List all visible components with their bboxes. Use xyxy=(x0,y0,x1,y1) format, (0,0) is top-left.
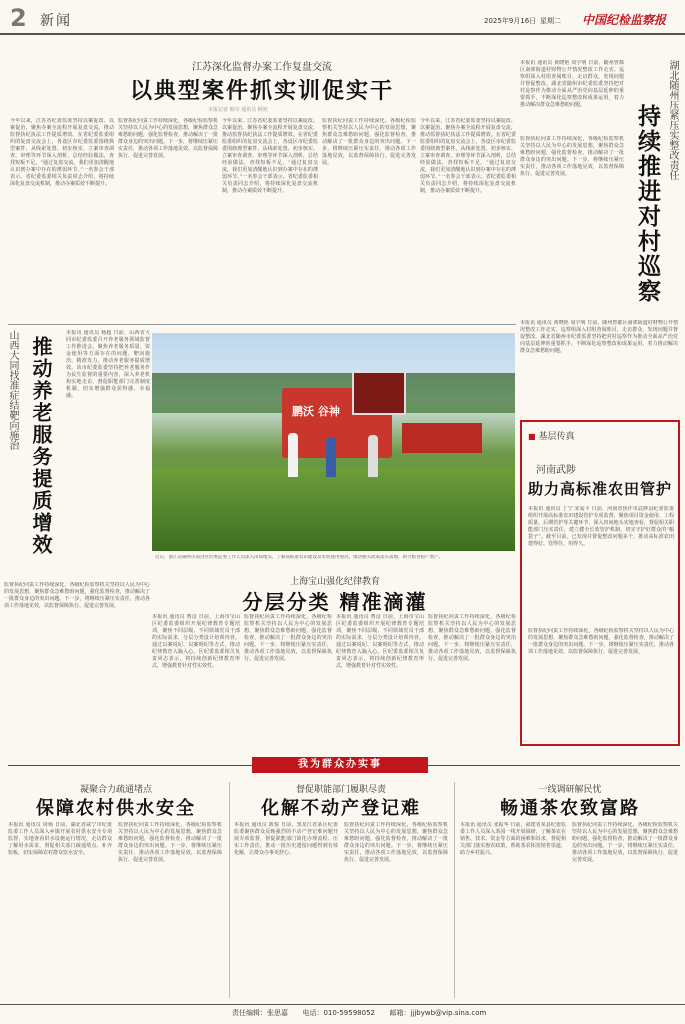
right-box-label xyxy=(528,429,574,442)
right-top-body-c: 本报讯 通讯员 黄晓艳 周宇明 日前，随州曾都区南郊街道村财物公开情况整改工作走实。巡察组深入村组查阅账目，走访群众，发现问题并督促整改。湖北省随州市纪委监委坚持把对村巡察作为推动全面从严治党向基层延伸的重要抓手，不断深化巡察整改和成果运用，着力推动解决群众急难愁盼问题。 xyxy=(520,320,678,354)
top-byline: 本报记者 韩宇 通讯员 顾奕 xyxy=(208,107,268,113)
right-box-label-mark: ■ xyxy=(528,432,536,441)
footer-editor: 张思嘉 xyxy=(267,1009,288,1017)
right-top-article xyxy=(520,40,680,414)
harvester-label: 鹏沃 谷神 xyxy=(292,405,340,418)
bottom-1-body-b: 监督执纪问责工作持续深化，各级纪检监察机关坚持以人民为中心的发展思想，聚焦群众急难愁盼问题，强化监督检查，推动解决了一批群众身边的突出问题。下一步，将继续压紧压实责任，推动各项工作落地见效，以监督保障执行、促进完善发展。 xyxy=(118,822,222,863)
bottom-1-title: 保障农村供水安全 xyxy=(36,798,196,819)
top-body-col-1: 今年以来，江苏省纪委监委坚持以案促改、以案促治，聚焦办案全流程开展复盘交流，推动监督执纪执法工作提质增效。在省纪委监委组织的复盘交流会上，各设区市纪委监委围绕典型案件，从线索处置、初步核实、立案审查调查、审理等环节深入剖析，总结经验做法，查找短板不足。“通过复盘交流，我们更加清醒地认识到办案中存在的薄弱环节。”一名参会干部表示。省纪委监委相关负责同志介绍，将持续深化复盘交流机制，推动办案质效不断提升。 xyxy=(10,118,114,187)
masthead-logo: 中国纪检监察报 xyxy=(582,13,667,27)
mid-title: 分层分类 精准滴灌 xyxy=(242,590,428,614)
bottom-3-title: 畅通茶农致富路 xyxy=(500,798,640,819)
bottom-2-title: 化解不动产登记难 xyxy=(261,798,421,819)
top-title: 以典型案件抓实训促实干 xyxy=(129,78,394,104)
mid-article xyxy=(152,572,518,722)
right-box-title: 助力高标准农田管护 xyxy=(528,480,673,498)
bottom-3-kicker: 一线调研解民忧 xyxy=(538,785,602,795)
mid-body-col-4: 监督执纪问责工作持续深化，各级纪检监察机关坚持以人民为中心的发展思想，聚焦群众急难愁盼问题，强化监督检查，推动解决了一批群众身边的突出问题。下一步，将继续压紧压实责任，推动各项工作落地见效，以监督保障执行、促进完善发展。 xyxy=(428,614,516,662)
bottom-article-2 xyxy=(234,780,448,1000)
bottom-2-body-a: 本报讯 通讯员 陈悦 日前，黑龙江省某区纪委监委聚焦群众反映强烈的不动产登记难问题开展专项监督，督促职能部门简化办理流程、压实工作责任，推动一批历史遗留问题得到有效化解，让群众办事更舒心。 xyxy=(234,822,338,856)
person-1 xyxy=(288,433,298,477)
footer-editor-label: 责任编辑： xyxy=(232,1009,267,1017)
person-2 xyxy=(326,437,336,477)
top-body-col-3: 今年以来，江苏省纪委监委坚持以案促改、以案促治，聚焦办案全流程开展复盘交流，推动监督执纪执法工作提质增效。在省纪委监委组织的复盘交流会上，各设区市纪委监委围绕典型案件，从线索处置、初步核实、立案审查调查、审理等环节深入剖析，总结经验做法，查找短板不足。“通过复盘交流，我们更加清醒地认识到办案中存在的薄弱环节。”一名参会干部表示。省纪委监委相关负责同志介绍，将持续深化复盘交流机制，推动办案质效不断提升。 xyxy=(222,118,318,194)
left-mid-subtitle: 山西大同找准症结靶向施治 xyxy=(7,330,18,450)
right-top-body-a: 本报讯 通讯员 黄晓艳 周宇明 日前，随州曾都区南郊街道村财物公开情况整改工作走实。巡察组深入村组查阅账目，走访群众，发现问题并督促整改。湖北省随州市纪委监委坚持把对村巡察作为推动全面从严治党向基层延伸的重要抓手，不断深化巡察整改和成果运用，着力推动解决群众急难愁盼问题。 xyxy=(520,60,624,108)
news-photo xyxy=(152,333,515,551)
mid-kicker: 上海宝山强化纪律教育 xyxy=(289,577,380,587)
bottom-article-3 xyxy=(460,780,680,1000)
right-box xyxy=(520,420,680,746)
banner-text: 我为群众办实事 xyxy=(298,759,382,770)
mid-body-col-1: 本报讯 通讯员 曹彦 日前，上海市宝山区纪委监委组织开展纪律教育专题培训，聚焦不同层级、不同领域党员干部的实际需求，分层分类设计培训内容，通过以案说纪、以案明纪等方式，推动纪律教育入脑入心。区纪委监委相关负责同志表示，将持续创新纪律教育形式，增强教育针对性实效性。 xyxy=(152,614,240,669)
header-rule xyxy=(0,33,685,35)
top-article xyxy=(8,38,516,322)
left-mid-body-a: 本报讯 通讯员 杨超 日前，山西省大同市纪委监委召开养老服务领域监督工作推进会，聚焦养老服务质量、资金使用等方面存在的问题，靶向施治、精准发力，推动养老服务提质增效。该市纪委监委坚持把养老服务作为民生监督的重要内容，深入养老机构实地走访，督促职能部门完善制度机制，切实增强群众获得感、幸福感。 xyxy=(66,330,150,399)
bottom-divider-1 xyxy=(229,782,230,998)
right-box-subtitle: 河南武陟 xyxy=(536,465,576,476)
photo-caption: 近日，浙江省湖州市南浔区纪委监委工作人员深入田间地头，了解高标准农田建设及农机使用情况，推动相关政策落实落地，助力粮食稳产增产。 xyxy=(155,555,443,560)
bottom-3-body-a: 本报讯 通讯员 张振华 日前，福建省某县纪委监委工作人员深入茶园一线开展调研，了解茶农在销售、技术、资金等方面的困难和诉求，督促相关部门落实惠农政策，帮助茶农拓宽销售渠道，助力乡村振兴。 xyxy=(460,822,566,856)
section-label: 新闻 xyxy=(40,13,72,29)
right-top-subtitle: 湖北随州压紧压实整改责任 xyxy=(667,60,678,180)
right-top-title: 持续推进对村巡察 xyxy=(634,104,661,304)
right-box-body-b: 监督执纪问责工作持续深化，各级纪检监察机关坚持以人民为中心的发展思想，聚焦群众急难愁盼问题，强化监督检查，推动解决了一批群众身边的突出问题。下一步，将继续压紧压实责任，推动各项工作落地见效，以监督保障执行、促进完善发展。 xyxy=(528,628,674,655)
footer-rule xyxy=(0,1004,685,1005)
crop-field xyxy=(152,468,515,551)
left-mid-body-b: 监督执纪问责工作持续深化，各级纪检监察机关坚持以人民为中心的发展思想，聚焦群众急难愁盼问题，强化监督检查，推动解决了一批群众身边的突出问题。下一步，将继续压紧压实责任，推动各项工作落地见效，以监督保障执行、促进完善发展。 xyxy=(4,582,150,609)
banner xyxy=(252,757,428,773)
top-divider xyxy=(8,324,516,325)
footer xyxy=(232,1008,672,1018)
left-mid-title: 推动养老服务提质增效 xyxy=(29,336,53,556)
page-number: 2 xyxy=(10,4,27,32)
bottom-divider-2 xyxy=(454,782,455,998)
bottom-3-body-b: 监督执纪问责工作持续深化，各级纪检监察机关坚持以人民为中心的发展思想，聚焦群众急难愁盼问题，强化监督检查，推动解决了一批群众身边的突出问题。下一步，将继续压紧压实责任，推动各项工作落地见效，以监督保障执行、促进完善发展。 xyxy=(572,822,678,863)
top-kicker: 江苏深化监督办案工作复盘交流 xyxy=(192,62,332,73)
right-box-label-text: 基层传真 xyxy=(538,432,575,442)
bottom-2-kicker: 督促职能部门履职尽责 xyxy=(295,785,386,795)
bottom-article-1 xyxy=(8,780,224,1000)
page-header xyxy=(0,0,685,36)
header-date: 2025年9月16日 xyxy=(484,17,537,25)
right-box-body: 本报讯 通讯员 丁宁 宋爱平 日前，河南省焦作市武陟县纪委监委组织开展高标准农田建设管护专项监督，聚焦项目资金使用、工程质量、后期管护等关键环节，深入田间地头实地查看，督促相关职能部门压实责任，建立健全长效管护机制，切实守护好群众的“粮袋子”。截至目前，已发现并督促整改问题多个，推动高标准农田建得好、管得住、用得久。 xyxy=(528,506,674,547)
footer-email-label: 邮箱： xyxy=(389,1009,411,1017)
mid-body-col-2: 监督执纪问责工作持续深化，各级纪检监察机关坚持以人民为中心的发展思想，聚焦群众急难愁盼问题，强化监督检查，推动解决了一批群众身边的突出问题。下一步，将继续压紧压实责任，推动各项工作落地见效，以监督保障执行、促进完善发展。 xyxy=(244,614,332,662)
right-top-body-b: 监督执纪问责工作持续深化，各级纪检监察机关坚持以人民为中心的发展思想，聚焦群众急难愁盼问题，强化监督检查，推动解决了一批群众身边的突出问题。下一步，将继续压紧压实责任，推动各项工作落地见效，以监督保障执行、促进完善发展。 xyxy=(520,136,624,177)
bottom-1-kicker: 凝聚合力疏通堵点 xyxy=(79,785,152,795)
harvester-header xyxy=(402,423,482,453)
harvester-cab xyxy=(352,371,406,415)
person-3 xyxy=(368,435,378,477)
bottom-2-body-b: 监督执纪问责工作持续深化，各级纪检监察机关坚持以人民为中心的发展思想，聚焦群众急难愁盼问题，强化监督检查，推动解决了一批群众身边的突出问题。下一步，将继续压紧压实责任，推动各项工作落地见效，以监督保障执行、促进完善发展。 xyxy=(344,822,448,863)
footer-phone-label: 电话： xyxy=(302,1009,324,1017)
footer-email[interactable]: jjjbywb@vip.sina.com xyxy=(410,1009,487,1017)
left-mid-article xyxy=(4,330,150,740)
top-body-col-4: 监督执纪问责工作持续深化，各级纪检监察机关坚持以人民为中心的发展思想，聚焦群众急难愁盼问题，强化监督检查，推动解决了一批群众身边的突出问题。下一步，将继续压紧压实责任，推动各项工作落地见效，以监督保障执行、促进完善发展。 xyxy=(322,118,416,166)
top-body-col-5: 今年以来，江苏省纪委监委坚持以案促改、以案促治，聚焦办案全流程开展复盘交流，推动监督执纪执法工作提质增效。在省纪委监委组织的复盘交流会上，各设区市纪委监委围绕典型案件，从线索处置、初步核实、立案审查调查、审理等环节深入剖析，总结经验做法，查找短板不足。“通过复盘交流，我们更加清醒地认识到办案中存在的薄弱环节。”一名参会干部表示。省纪委监委相关负责同志介绍，将持续深化复盘交流机制，推动办案质效不断提升。 xyxy=(420,118,516,194)
header-weekday: 星期二 xyxy=(540,17,561,25)
mid-body-col-3: 本报讯 通讯员 曹彦 日前，上海市宝山区纪委监委组织开展纪律教育专题培训，聚焦不同层级、不同领域党员干部的实际需求，分层分类设计培训内容，通过以案说纪、以案明纪等方式，推动纪律教育入脑入心。区纪委监委相关负责同志表示，将持续创新纪律教育形式，增强教育针对性实效性。 xyxy=(336,614,424,669)
footer-phone: 010-59598052 xyxy=(323,1009,375,1017)
bottom-1-body-a: 本报讯 通讯员 周杨 日前，湖北省咸宁市纪委监委工作人员深入乡镇开展农村供水安全专项监督，实地查看供水设施运行情况，走访群众了解用水需求，督促相关部门疏通堵点、补齐短板，切实保障农村群众饮水安全。 xyxy=(8,822,112,856)
top-body-col-2: 监督执纪问责工作持续深化，各级纪检监察机关坚持以人民为中心的发展思想，聚焦群众急难愁盼问题，强化监督检查，推动解决了一批群众身边的突出问题。下一步，将继续压紧压实责任，推动各项工作落地见效，以监督保障执行、促进完善发展。 xyxy=(118,118,218,159)
